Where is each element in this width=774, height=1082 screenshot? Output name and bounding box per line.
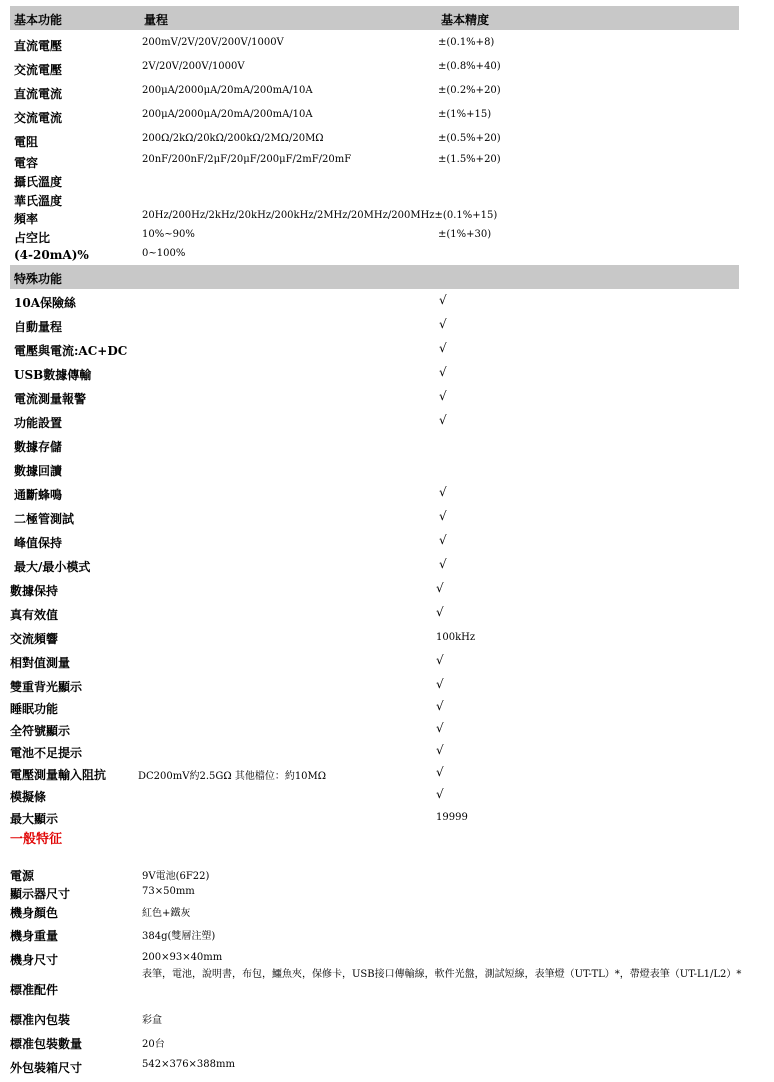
basic-row-accuracy: ±(0.5%+20) — [438, 133, 501, 144]
basic-row-name: 頻率 — [14, 212, 39, 226]
special-header-title: 特殊功能 — [14, 272, 63, 286]
basic-header-range: 量程 — [144, 13, 169, 27]
spec-name: 電源 — [10, 869, 35, 883]
basic-row-name: 占空比 — [14, 231, 51, 245]
spec-value: 表筆，電池，說明書，布包，鱷魚夾，保修卡，USB接口傳輸線，軟件光盤，測試短線，表筆燈（UT-TL）*，帶燈表筆（UT-L1/L2）* — [142, 969, 742, 980]
basic-row-name: 電容 — [14, 156, 39, 170]
feature-value: √ — [436, 721, 444, 735]
basic-row-name: 華氏溫度 — [14, 194, 63, 208]
basic-row-name: 直流電流 — [14, 87, 63, 101]
special-item-name: 10A保險絲 — [14, 296, 77, 310]
feature-name: 睡眠功能 — [10, 702, 59, 716]
feature-value: √ — [436, 765, 444, 779]
special-item-name: 功能設置 — [14, 416, 63, 430]
feature-note: DC200mV約2.5GΩ 其他檔位：約10MΩ — [138, 771, 327, 782]
spec-name: 機身重量 — [10, 929, 59, 943]
feature-value: 19999 — [436, 812, 468, 823]
check-mark: √ — [439, 485, 447, 499]
feature-name: 電池不足提示 — [10, 746, 83, 760]
check-mark: √ — [439, 317, 447, 331]
feature-value: √ — [436, 581, 444, 595]
basic-row-accuracy: ±(1.5%+20) — [438, 154, 501, 165]
special-item-name: 二極管測試 — [14, 512, 75, 526]
feature-value: √ — [436, 653, 444, 667]
spec-value: 384g(雙層注塑) — [142, 931, 216, 942]
check-mark: √ — [439, 365, 447, 379]
special-functions-header — [10, 265, 739, 289]
basic-row-range: 200μA/2000μA/20mA/200mA/10A — [142, 109, 313, 120]
check-mark: √ — [439, 341, 447, 355]
special-item-name: USB數據傳輸 — [14, 368, 92, 382]
spec-value: 9V電池(6F22) — [142, 871, 210, 882]
spec-value: 200×93×40mm — [142, 952, 223, 963]
spec-name: 機身顏色 — [10, 906, 59, 920]
feature-name: 電壓測量輸入阻抗 — [10, 768, 107, 782]
feature-name: 數據保持 — [10, 584, 59, 598]
special-item-name: 數據回讀 — [14, 464, 63, 478]
basic-row-name: 交流電流 — [14, 111, 63, 125]
check-mark: √ — [439, 557, 447, 571]
basic-row-range: 20nF/200nF/2μF/20μF/200μF/2mF/20mF — [142, 154, 352, 165]
feature-value: √ — [436, 605, 444, 619]
spec-name: 標准內包裝 — [10, 1013, 71, 1027]
check-mark: √ — [439, 389, 447, 403]
special-item-name: 電流測量報警 — [14, 392, 87, 406]
special-item-name: 自動量程 — [14, 320, 63, 334]
basic-row-accuracy: ±(1%+30) — [438, 229, 492, 240]
feature-value: √ — [436, 787, 444, 801]
basic-row-accuracy: ±(0.1%+8) — [438, 37, 495, 48]
feature-value: 100kHz — [436, 632, 476, 643]
spec-value: 20台 — [142, 1039, 165, 1050]
special-item-name: 最大/最小模式 — [14, 560, 91, 574]
spec-value: 542×376×388mm — [142, 1059, 235, 1070]
feature-name: 交流頻響 — [10, 632, 59, 646]
check-mark: √ — [439, 533, 447, 547]
basic-row-name: (4-20mA)% — [14, 248, 89, 262]
check-mark: √ — [439, 509, 447, 523]
basic-row-name: 直流電壓 — [14, 39, 63, 53]
basic-row-name: 電阻 — [14, 135, 39, 149]
feature-value: √ — [436, 677, 444, 691]
basic-row-range: 2V/20V/200V/1000V — [142, 61, 245, 72]
feature-name: 真有效值 — [10, 608, 59, 622]
general-specs-header: 一般特征 — [10, 832, 63, 847]
basic-functions-header — [10, 6, 739, 30]
feature-name: 模擬條 — [10, 790, 47, 804]
basic-row-range: 200μA/2000μA/20mA/200mA/10A — [142, 85, 313, 96]
basic-header-accuracy: 基本精度 — [441, 13, 490, 27]
basic-row-name: 攝氏溫度 — [14, 175, 63, 189]
basic-row-range: 0~100% — [142, 248, 186, 259]
spec-value: 73×50mm — [142, 886, 195, 897]
spec-name: 外包裝箱尺寸 — [10, 1061, 83, 1075]
basic-row-range: 10%~90% — [142, 229, 195, 240]
spec-value: 彩盒 — [142, 1015, 162, 1026]
basic-row-range: 20Hz/200Hz/2kHz/20kHz/200kHz/2MHz/20MHz/200MHz±(0.1%+15) — [142, 210, 498, 221]
basic-row-accuracy: ±(0.2%+20) — [438, 85, 501, 96]
check-mark: √ — [439, 413, 447, 427]
basic-row-range: 200mV/2V/20V/200V/1000V — [142, 37, 284, 48]
special-item-name: 電壓與電流:AC+DC — [14, 344, 128, 358]
spec-value: 紅色+鐵灰 — [142, 908, 191, 919]
basic-row-accuracy: ±(0.8%+40) — [438, 61, 501, 72]
spec-name: 標准配件 — [10, 983, 59, 997]
spec-name: 標准包裝數量 — [10, 1037, 83, 1051]
check-mark: √ — [439, 293, 447, 307]
special-item-name: 數據存儲 — [14, 440, 63, 454]
spec-name: 顯示器尺寸 — [10, 887, 71, 901]
feature-value: √ — [436, 699, 444, 713]
feature-value: √ — [436, 743, 444, 757]
feature-name: 相對值測量 — [10, 656, 71, 670]
basic-row-accuracy: ±(1%+15) — [438, 109, 492, 120]
special-item-name: 峰值保持 — [14, 536, 63, 550]
feature-name: 全符號顯示 — [10, 724, 71, 738]
basic-row-range: 200Ω/2kΩ/20kΩ/200kΩ/2MΩ/20MΩ — [142, 133, 324, 144]
feature-name: 最大顯示 — [10, 812, 59, 826]
special-item-name: 通斷蜂鳴 — [14, 488, 63, 502]
spec-name: 機身尺寸 — [10, 953, 59, 967]
basic-row-name: 交流電壓 — [14, 63, 63, 77]
basic-header-function: 基本功能 — [14, 13, 63, 27]
feature-name: 雙重背光顯示 — [10, 680, 83, 694]
